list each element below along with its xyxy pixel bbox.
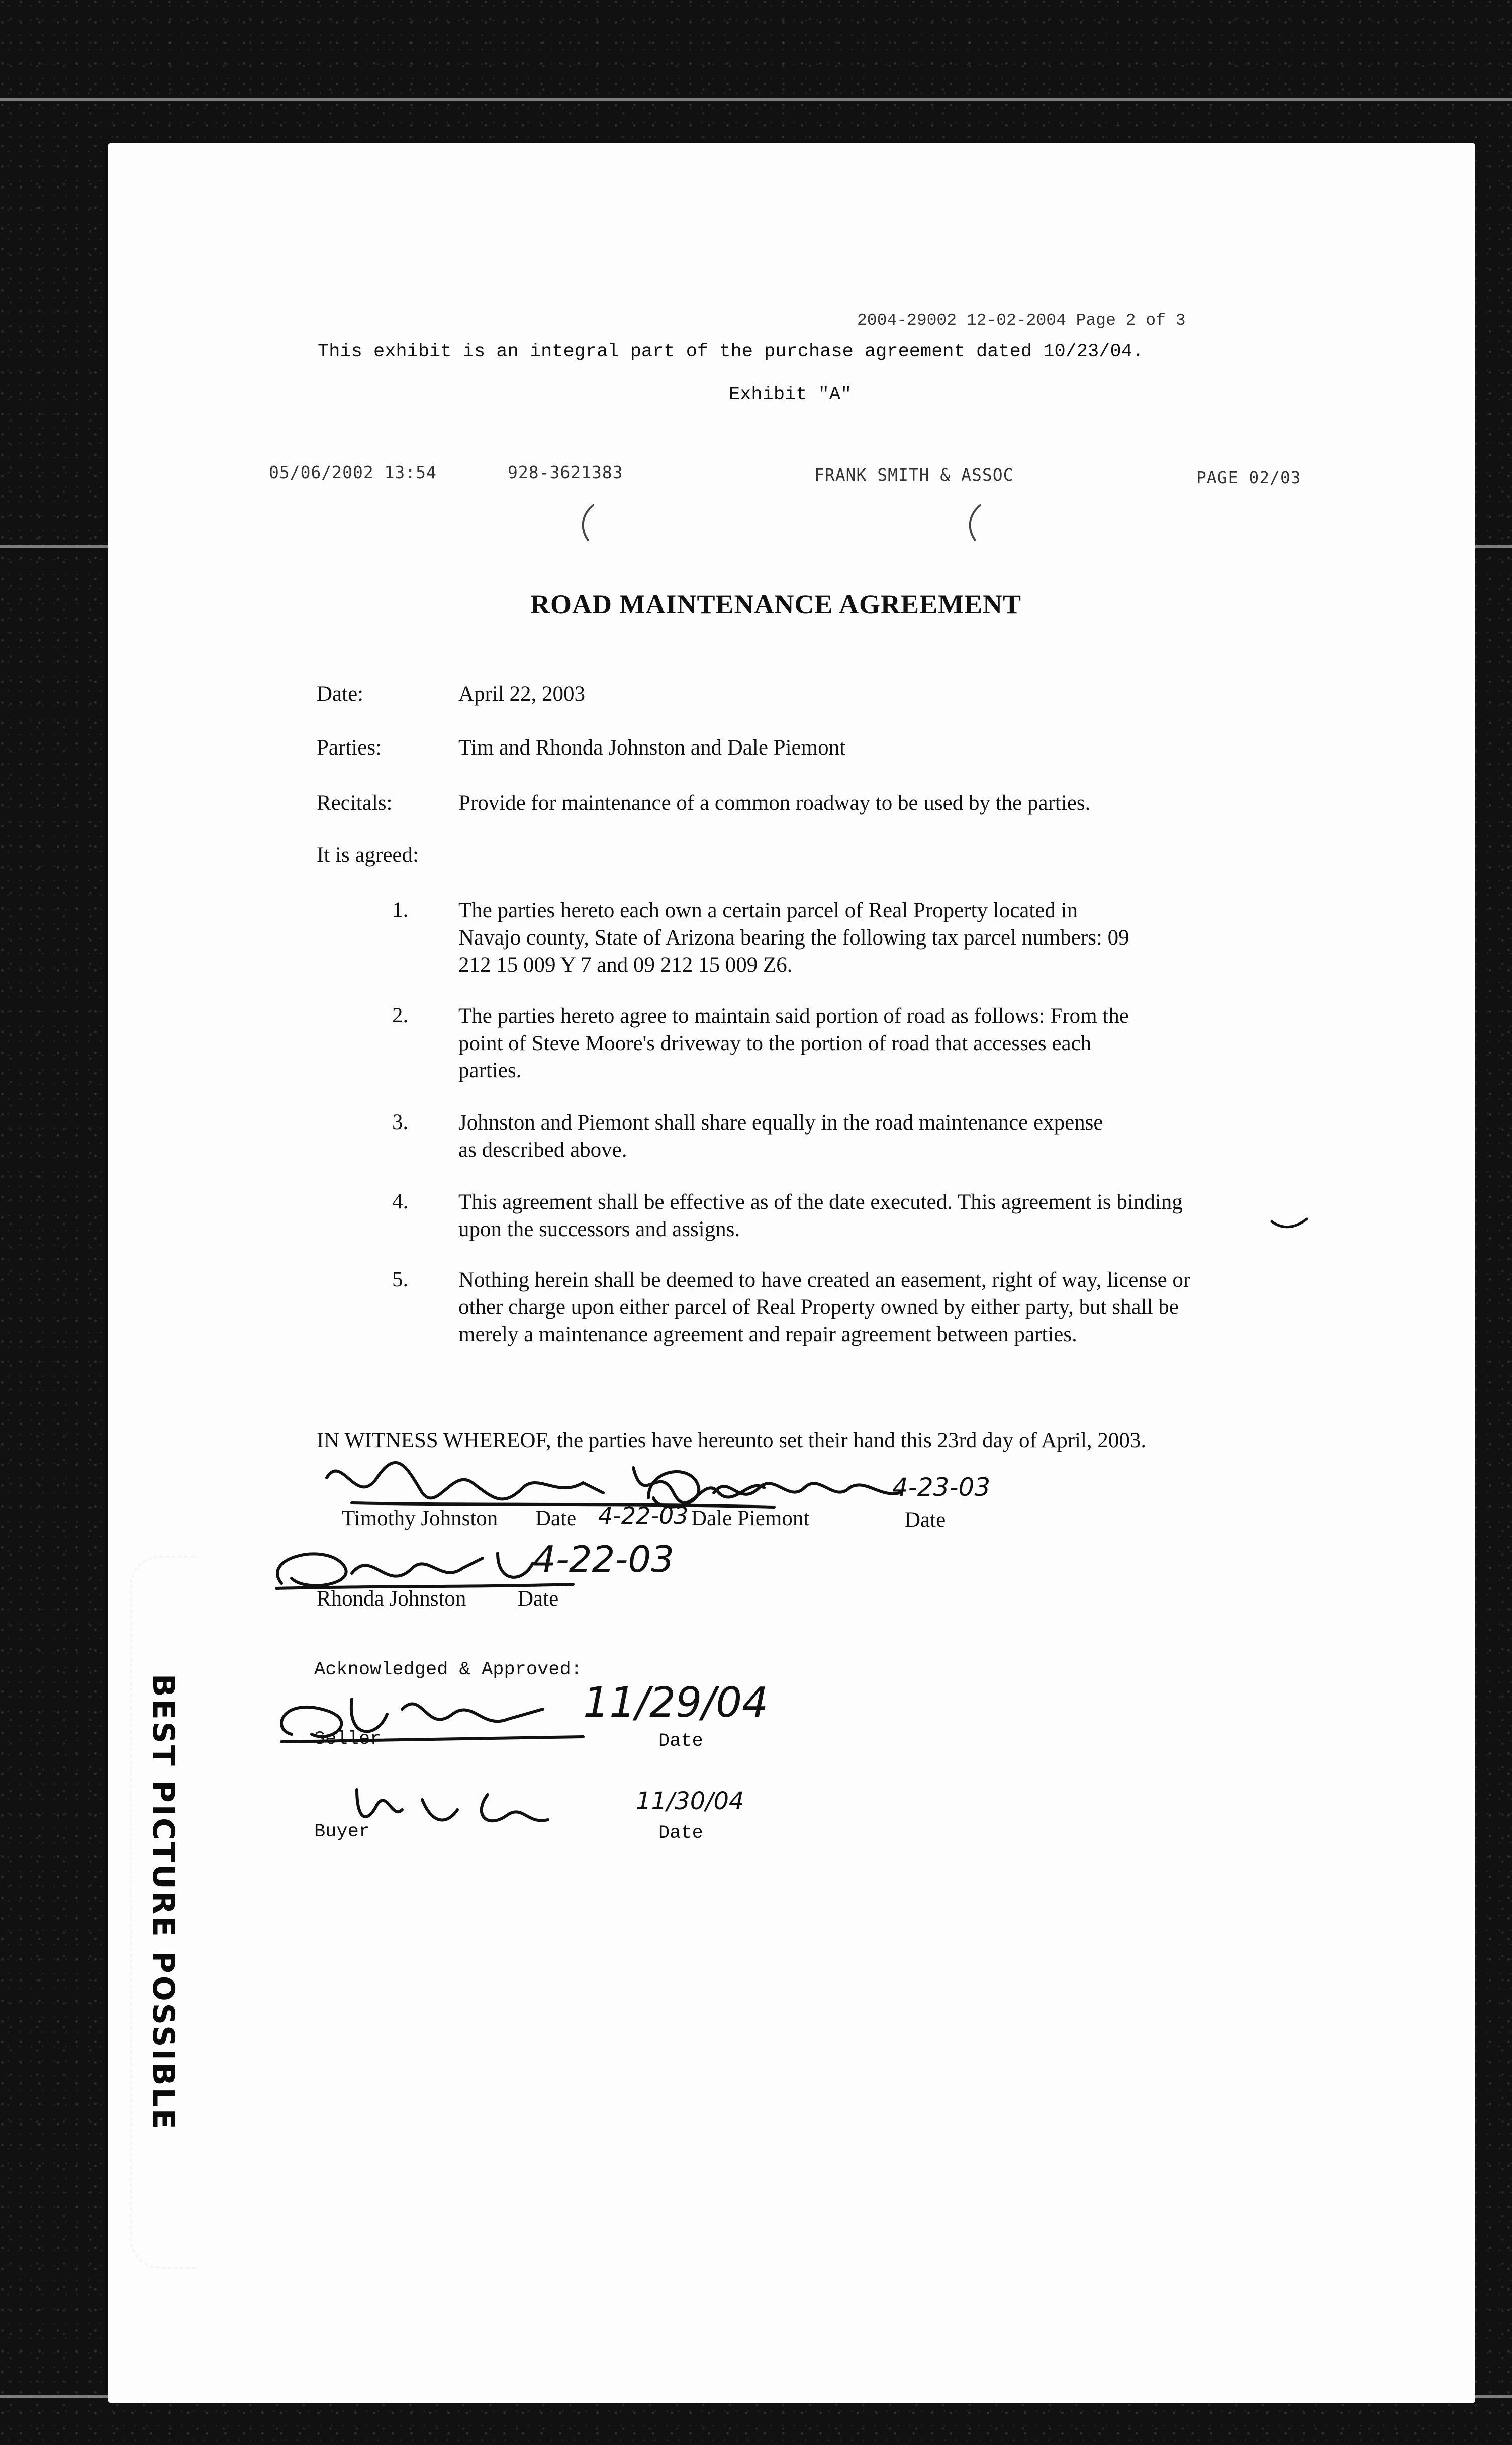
handwritten-date: 4-23-03 — [892, 1473, 991, 1502]
buyer-label: Buyer — [314, 1821, 370, 1842]
field-value-parties: Tim and Rhonda Johnston and Dale Piemont — [458, 736, 846, 760]
fax-datetime: 05/06/2002 13:54 — [269, 462, 437, 482]
field-value-recitals: Provide for maintenance of a common roadway to be used by the parties. — [458, 791, 1091, 815]
fax-sender: FRANK SMITH & ASSOC — [814, 465, 1014, 485]
clause-number: 4. — [392, 1190, 409, 1213]
seller-label: Seller — [314, 1729, 382, 1750]
fax-phone: 928-3621383 — [508, 462, 623, 482]
signature-date-label: Date — [905, 1508, 946, 1532]
buyer-date-label: Date — [658, 1823, 703, 1844]
document-title: ROAD MAINTENANCE AGREEMENT — [530, 589, 1022, 619]
witness-clause: IN WITNESS WHEREOF, the parties have hereunto set their hand this 23rd day of April, 2003. — [317, 1429, 1147, 1452]
exhibit-label: Exhibit "A" — [729, 384, 852, 405]
signature-date-label: Date — [535, 1507, 577, 1530]
field-label-parties: Parties: — [317, 736, 382, 760]
clause-text: This agreement shall be effective as of the date executed. This agreement is binding upon the successors and assigns. — [458, 1190, 1183, 1241]
clause-text: Johnston and Piemont shall share equally in the road maintenance expense as described above. — [458, 1111, 1103, 1162]
handwritten-date: 11/30/04 — [636, 1787, 744, 1815]
clause-number: 5. — [392, 1268, 409, 1291]
handwritten-date: 11/29/04 — [583, 1679, 769, 1727]
exhibit-line: This exhibit is an integral part of the purchase agreement dated 10/23/04. — [318, 341, 1144, 362]
signature-name-rhonda: Rhonda Johnston — [317, 1587, 466, 1611]
fax-page: PAGE 02/03 — [1196, 467, 1301, 487]
signature-date-label: Date — [518, 1587, 559, 1611]
clause-text: The parties hereto agree to maintain said portion of road as follows: From the point of Steve Moore's driveway to the portion of road that accesses each parties. — [458, 1004, 1129, 1082]
field-label-recitals: Recitals: — [317, 791, 393, 815]
signature-name-timothy: Timothy Johnston — [342, 1507, 498, 1530]
margin-check-mark — [1269, 1216, 1309, 1232]
fax-bracket-mark — [960, 500, 990, 560]
handwritten-date: 4-22-03 — [533, 1538, 675, 1580]
fax-bracket-mark — [573, 500, 603, 560]
clause-number: 3. — [392, 1110, 409, 1134]
clause-text: Nothing herein shall be deemed to have created an easement, right of way, license or other charge upon either parcel of Real Property owned by either party, but shall be merely a maintenance agreement and repair agreement between parties. — [458, 1268, 1191, 1346]
signature-buyer — [347, 1779, 578, 1835]
field-label-date: Date: — [317, 682, 364, 706]
best-picture-possible-stamp: BEST PICTURE POSSIBLE — [146, 1674, 181, 2131]
clause-number: 2. — [392, 1004, 409, 1027]
handwritten-date: 4-22-03 — [598, 1502, 689, 1529]
scan-streak — [0, 98, 1512, 101]
seller-date-label: Date — [658, 1731, 703, 1752]
field-value-date: April 22, 2003 — [458, 682, 586, 706]
recording-stamp: 2004-29002 12-02-2004 Page 2 of 3 — [857, 311, 1186, 330]
clause-text: The parties hereto each own a certain parcel of Real Property located in Navajo county, State of Arizona bearing the following tax parcel numbers: 09 212 15 009 Y 7 and 09 212 15 009 Z6. — [458, 899, 1129, 977]
acknowledged-label: Acknowledged & Approved: — [314, 1659, 582, 1680]
clause-number: 1. — [392, 898, 409, 922]
agreed-intro: It is agreed: — [317, 843, 419, 867]
signature-name-dale: Dale Piemont — [691, 1507, 810, 1530]
